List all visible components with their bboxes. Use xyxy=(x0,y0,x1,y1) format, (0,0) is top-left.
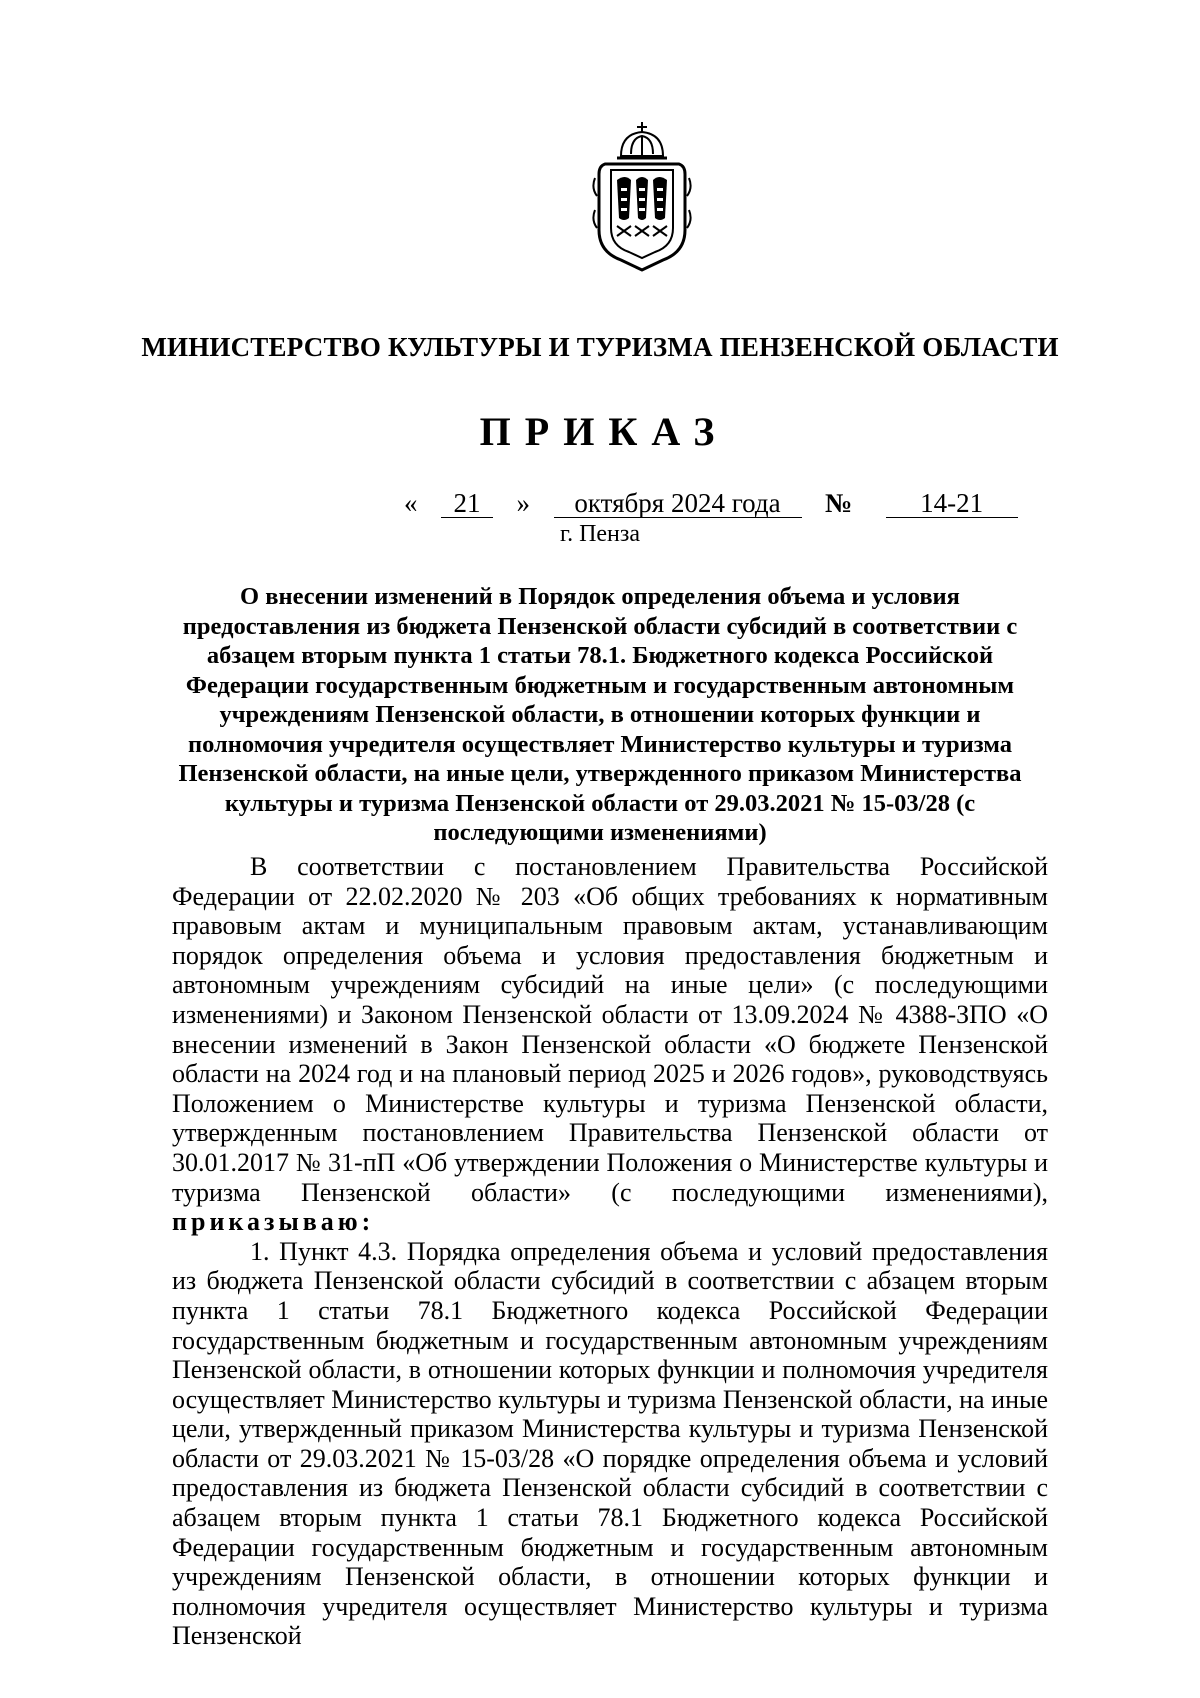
date-number-line xyxy=(404,488,1018,519)
number-sign: № xyxy=(825,488,853,518)
penza-coat-of-arms-icon xyxy=(591,118,693,276)
close-quote: » xyxy=(516,488,530,518)
order-day: 21 xyxy=(441,490,493,518)
document-type-heading: ПРИКАЗ xyxy=(479,409,729,454)
ministry-name: МИНИСТЕРСТВО КУЛЬТУРЫ И ТУРИЗМА ПЕНЗЕНСКОЙ ОБЛАСТИ xyxy=(141,332,1059,362)
preamble-paragraph xyxy=(172,852,1048,1237)
order-title: О внесении изменений в Порядок определения объема и условия предоставления из бюджета Пензенской области субсидий в соответствии с абзацем вторым пункта 1 статьи 78.1. Бюджетного кодекса Российской Федерации государственным бюджетным и государственным автономным учреждениям Пензенской области, в отношении которых функции и полномочия учредителя осуществляет Министерство культуры и туризма Пензенской области, на иные цели, утвержденного приказом Министерства культуры и туризма Пензенской области от 29.03.2021 № 15-03/28 (с последующими изменениями) xyxy=(178,583,1022,846)
order-month-year: октября 2024 года xyxy=(554,490,802,518)
order-body xyxy=(172,852,1048,1651)
order-number: 14-21 xyxy=(886,490,1018,518)
open-quote: « xyxy=(404,488,418,518)
city-name: г. Пенза xyxy=(559,521,641,547)
command-word: приказываю: xyxy=(172,1207,375,1237)
clause-1-paragraph: 1. Пункт 4.3. Порядка определения объема и условий предоставления из бюджета Пензенской области субсидий в соответствии с абзацем вторым пункта 1 статьи 78.1 Бюджетного кодекса Российской Федерации государственным бюджетным и государственным автономным учреждениям Пензенской области, в отношении которых функции и полномочия учредителя осуществляет Министерство культуры и туризма Пензенской области, на иные цели, утвержденный приказом Министерства культуры и туризма Пензенской области от 29.03.2021 № 15-03/28 «О порядке определения объема и условий предоставления из бюджета Пензенской области субсидий в соответствии с абзацем вторым пункта 1 статьи 78.1 Бюджетного кодекса Российской Федерации государственным бюджетным и государственным автономным учреждениям Пензенской области, в отношении которых функции и полномочия учредителя осуществляет Министерство культуры и туризма Пензенской xyxy=(172,1236,1048,1651)
preamble-text: В соответствии с постановлением Правительства Российской Федерации от 22.02.2020 № 203 «Об общих требованиях к нормативным правовым актам и муниципальным правовым актам, устанавливающим порядок определения объема и условия предоставления бюджетным и автономным учреждениям субсидий на иные цели» (с последующими изменениями) и Законом Пензенской области от 13.09.2024 № 4388-ЗПО «О внесении изменений в Закон Пензенской области «О бюджете Пензенской области на 2024 год и на плановый период 2025 и 2026 годов», руководствуясь Положением о Министерстве культуры и туризма Пензенской области, утвержденным постановлением Правительства Пензенской области от 30.01.2017 № 31-пП «Об утверждении Положения о Министерстве культуры и туризма Пензенской области» (с последующими изменениями), xyxy=(172,852,1048,1207)
